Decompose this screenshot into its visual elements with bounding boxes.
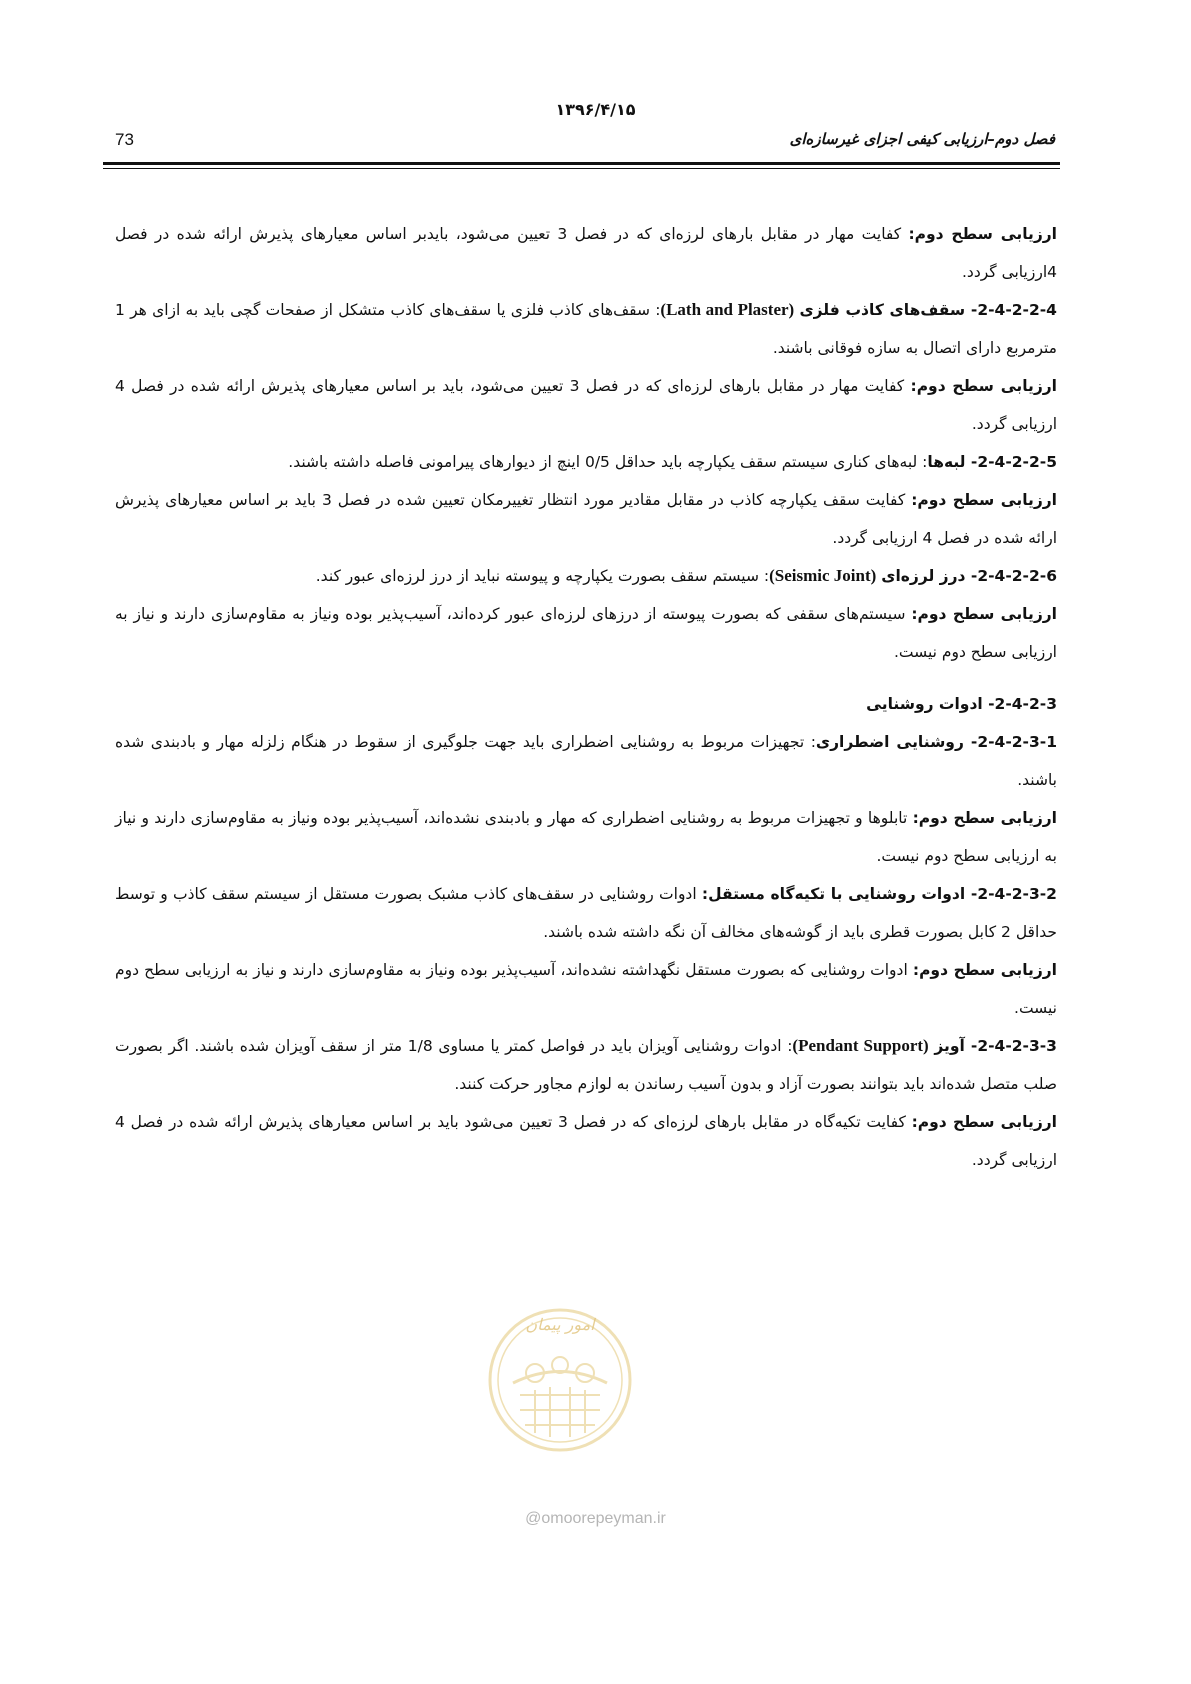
paragraph-text: تابلوها و تجهیزات مربوط به روشنایی اضطراری که مهار و بادبندی نشده‌اند، آسیب‌پذیر بوده ونیاز به مقاوم‌سازی دارند و نیاز به ارزیابی سطح دوم نیست. (115, 809, 1057, 865)
paragraph-text: : سیستم سقف بصورت یکپارچه و پیوسته نباید از درز لرزه‌ای عبور کند. (315, 567, 770, 585)
paragraph-text: سیستم‌های سقفی که بصورت پیوسته از درزهای لرزه‌ای عبور کرده‌اند، آسیب‌پذیر بوده ونیاز به مقاوم‌سازی دارند و نیاز به ارزیابی سطح دوم نیست. (115, 605, 1057, 661)
paragraph (115, 875, 1057, 951)
paragraph-heading: 2-4-2-3-2- ادوات روشنایی با تکیه‌گاه مستقل: (701, 885, 1057, 903)
paragraph-text: : لبه‌های کناری سیستم سقف یکپارچه باید حداقل 0/5 اینچ از دیوارهای پیرامونی فاصله داشته باشند. (288, 453, 928, 471)
paragraph-heading: ارزیابی سطح دوم: (911, 1113, 1057, 1131)
paragraph (115, 595, 1057, 671)
chapter-title: فصل دوم–ارزیابی کیفی اجزای غیرسازه‌ای (789, 130, 1055, 148)
paragraph-text: : تجهیزات مربوط به روشنایی اضطراری باید جهت جلوگیری از سقوط در هنگام زلزله مهار و بادبندی شده باشند. (115, 733, 1057, 789)
watermark-logo-text: امور پیمان (525, 1315, 595, 1334)
paragraph-english-term: (Seismic Joint) (769, 566, 877, 585)
paragraph-heading: 2-4-2-2-5- لبه‌ها (927, 453, 1057, 471)
paragraph (115, 291, 1057, 367)
page-number: 73 (115, 130, 134, 149)
paragraph (115, 367, 1057, 443)
paragraph-heading: ارزیابی سطح دوم: (912, 809, 1057, 827)
paragraph (115, 481, 1057, 557)
body-text (115, 215, 1057, 1179)
paragraph-heading: 2-4-2-2-6- درز لرزه‌ای (881, 567, 1057, 585)
paragraph-heading: ارزیابی سطح دوم: (911, 605, 1057, 623)
paragraph-text: ادوات روشنایی در سقف‌های کاذب مشبک بصورت مستقل از سیستم سقف کاذب و توسط حداقل 2 کابل بصورت قطری باید از گوشه‌های مخالف آن نگه داشته شده باشند. (115, 885, 1057, 941)
paragraph-text: ادوات روشنایی که بصورت مستقل نگهداشته نشده‌اند، آسیب‌پذیر بوده ونیاز به مقاوم‌سازی دارند و نیاز به ارزیابی سطح دوم نیست. (115, 961, 1057, 1017)
paragraph (115, 951, 1057, 1027)
paragraph-text: کفایت تکیه‌گاه در مقابل بارهای لرزه‌ای که در فصل 3 تعیین می‌شود باید بر اساس معیارهای پذیرش ارائه شده در فصل 4 ارزیابی گردد. (115, 1113, 1057, 1169)
paragraph-text: : سقف‌های کاذب فلزی یا سقف‌های کاذب متشکل از صفحات گچی باید به ازای هر 1 مترمربع دارای اتصال به سازه فوقانی باشند. (115, 301, 1057, 357)
paragraph-heading: ارزیابی سطح دوم: (912, 961, 1057, 979)
paragraph (115, 1027, 1057, 1103)
paragraph-heading: ارزیابی سطح دوم: (911, 491, 1057, 509)
header-date: ۱۳۹۶/۴/۱۵ (555, 100, 636, 119)
paragraph-heading: 2-4-2-3-3- آویز (934, 1037, 1057, 1055)
paragraph-english-term: (Pendant Support) (792, 1036, 929, 1055)
paragraph-heading: 2-4-2-3-1- روشنایی اضطراری (815, 733, 1057, 751)
paragraph (115, 215, 1057, 291)
section-heading (115, 685, 1057, 723)
paragraph (115, 557, 1057, 595)
header-rule-thick (103, 162, 1060, 165)
paragraph-text: : ادوات روشنایی آویزان باید در فواصل کمتر یا مساوی 1/8 متر از سقف آویزان شده باشند. اگر بصورت صلب متصل شده‌اند باید بتوانند بصورت آزاد و بدون آسیب رساندن به لوازم مجاور حرکت کنند. (115, 1037, 1057, 1093)
paragraph (115, 723, 1057, 799)
paragraph-english-term: (Lath and Plaster) (660, 300, 795, 319)
paragraph-heading: ارزیابی سطح دوم: (908, 225, 1057, 243)
paragraph-text: کفایت مهار در مقابل بارهای لرزه‌ای که در فصل 3 تعیین می‌شود، باید بر اساس معیارهای پذیرش ارائه شده در فصل 4 ارزیابی گردد. (115, 377, 1057, 433)
watermark-site: @omoorepeyman.ir (525, 1510, 666, 1527)
paragraph (115, 1103, 1057, 1179)
paragraph-heading: ارزیابی سطح دوم: (910, 377, 1057, 395)
paragraph-heading: 2-4-2-3- ادوات روشنایی (866, 695, 1057, 713)
running-header (115, 130, 1055, 160)
paragraph (115, 443, 1057, 481)
header-rule-thin (103, 168, 1060, 169)
paragraph-text: کفایت مهار در مقابل بارهای لرزه‌ای که در فصل 3 تعیین می‌شود، بایدبر اساس معیارهای پذیرش ارائه شده در فصل 4ارزیابی گردد. (115, 225, 1057, 281)
paragraph-heading: 2-4-2-2-4- سقف‌های کاذب فلزی (799, 301, 1057, 319)
paragraph-text: کفایت سقف یکپارچه کاذب در مقابل مقادیر مورد انتظار تغییرمکان تعیین شده در فصل 3 باید بر اساس معیارهای پذیرش ارائه شده در فصل 4 ارزیابی گردد. (115, 491, 1057, 547)
paragraph (115, 799, 1057, 875)
